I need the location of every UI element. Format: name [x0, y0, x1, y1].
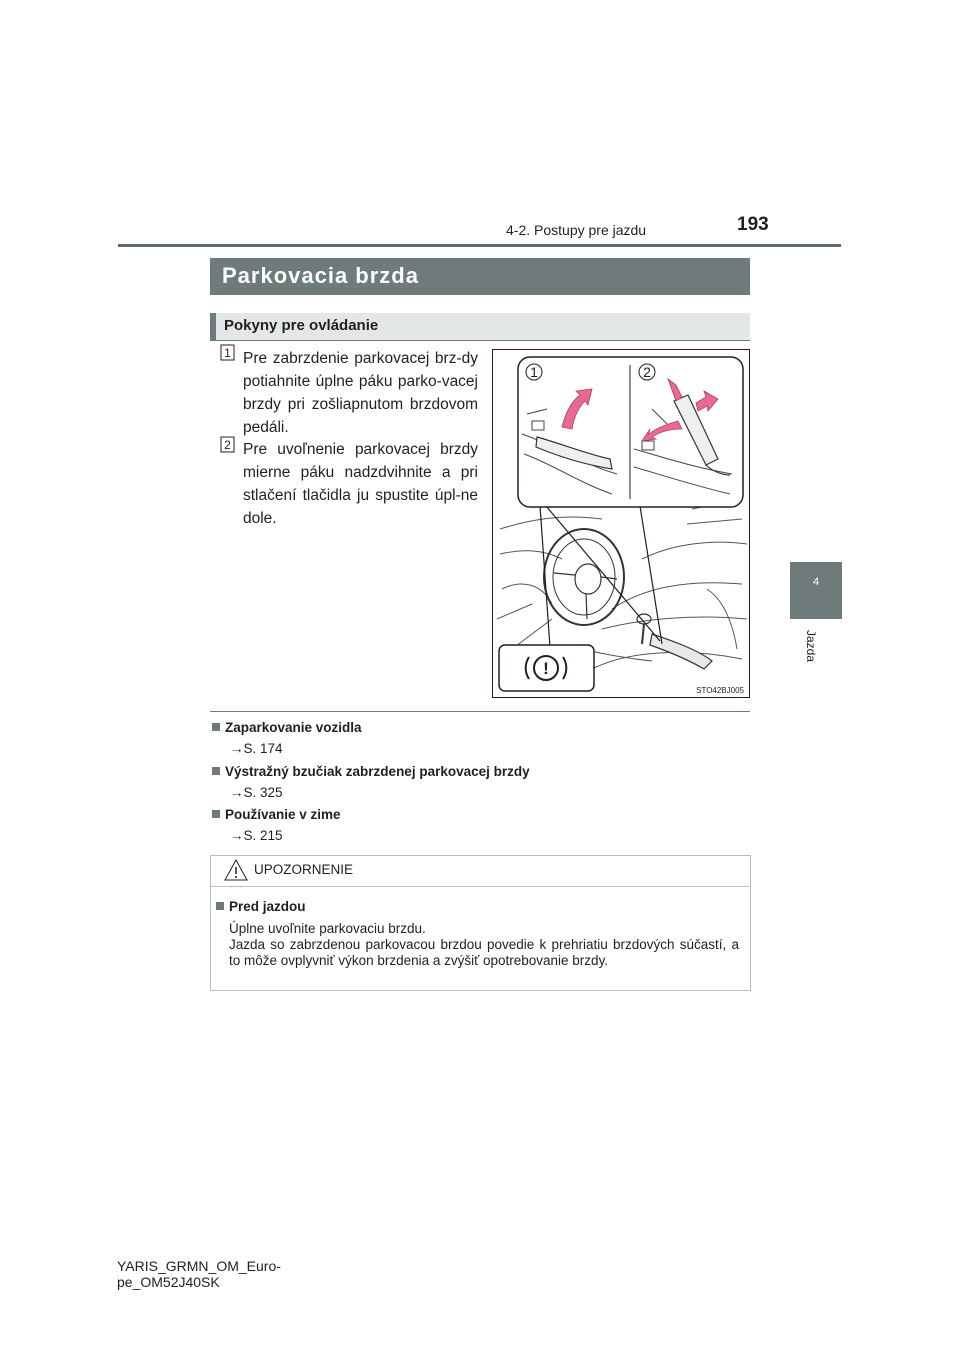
- bullet-square-icon: [212, 767, 220, 775]
- footer-line-1: YARIS_GRMN_OM_Euro-: [117, 1258, 281, 1274]
- svg-text:!: !: [543, 659, 549, 678]
- warning-title: UPOZORNENIE: [254, 862, 354, 877]
- warning-body: [229, 921, 739, 969]
- header-divider: [118, 244, 841, 247]
- reference-heading: Používanie v zime: [212, 807, 341, 822]
- page-title: Parkovacia brzda: [222, 263, 419, 288]
- parking-brake-illustration: [492, 349, 750, 698]
- warning-subheading: Pred jazdou: [216, 899, 306, 914]
- subsection-title: Pokyny pre ovládanie: [224, 317, 379, 334]
- step-2-marker-icon: [220, 436, 236, 454]
- svg-text:2: 2: [643, 364, 651, 380]
- step-2-text: Pre uvoľnenie parkovacej brzdy mierne páku nadzdvihnite a pri stlačení tlačidla ju spustite úpl-ne dole.: [243, 441, 478, 527]
- reference-link[interactable]: →S. 174: [230, 741, 283, 756]
- warning-header-divider: [211, 886, 749, 887]
- subsection-divider: [210, 340, 750, 341]
- chapter-tab: [790, 562, 842, 619]
- footer-doc-id: [117, 1258, 281, 1290]
- warning-line-2: Jazda so zabrzdenou parkovacou brzdou povedie k prehriatiu brzdových súčastí, a to môže ovplyvniť výkon brzdenia a zvýšiť opotrebovanie brzdy.: [229, 937, 739, 968]
- reference-link[interactable]: →S. 215: [230, 828, 283, 843]
- bullet-square-icon: [212, 723, 220, 731]
- bullet-square-icon: [212, 810, 220, 818]
- reference-link[interactable]: →S. 325: [230, 785, 283, 800]
- reference-heading: Zaparkovanie vozidla: [212, 720, 362, 735]
- step-1-marker-icon: [220, 344, 236, 362]
- bullet-square-icon: [216, 902, 224, 910]
- chapter-number: 4: [812, 576, 820, 588]
- svg-text:1: 1: [530, 364, 538, 380]
- section-path: 4-2. Postupy pre jazdu: [506, 222, 647, 238]
- section-divider: [210, 711, 750, 712]
- footer-line-2: pe_OM52J40SK: [117, 1274, 220, 1290]
- subsection-accent: [210, 313, 216, 340]
- reference-heading: Výstražný bzučiak zabrzdenej parkovacej brzdy: [212, 764, 530, 779]
- page-number: 193: [737, 214, 769, 235]
- warning-line-1: Úplne uvoľnite parkovaciu brzdu.: [229, 921, 426, 936]
- svg-text:1: 1: [224, 346, 231, 360]
- svg-text:STO42BJ005: STO42BJ005: [696, 686, 744, 695]
- warning-triangle-icon: [224, 859, 248, 881]
- svg-text:2: 2: [224, 438, 231, 452]
- chapter-label: Jazda: [804, 630, 818, 663]
- step-1-text: Pre zabrzdenie parkovacej brz-dy potiahnite úplne páku parko-vacej brzdy pri zošliapnutom brzdovom pedáli.: [243, 350, 478, 436]
